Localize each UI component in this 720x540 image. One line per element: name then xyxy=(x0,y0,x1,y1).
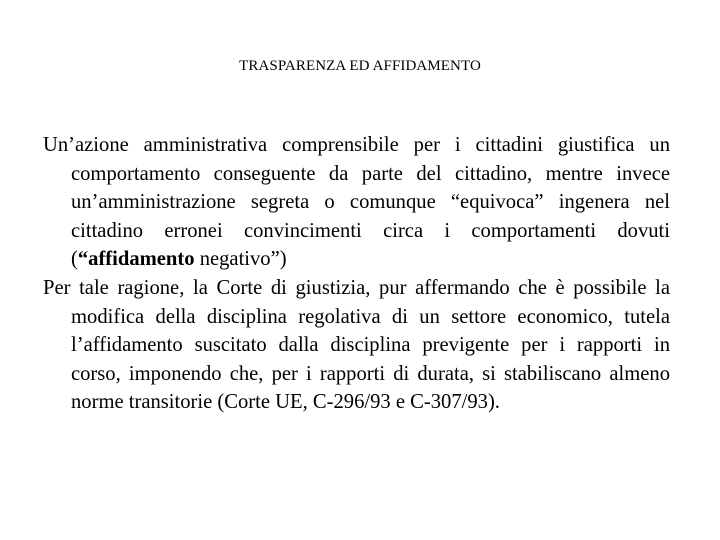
paragraph-1 xyxy=(43,131,670,274)
paragraph-1-text-before: Un’azione amministrativa comprensibile per i cittadini giustifica un comportamento conseguente da parte del cittadino, mentre invece un’amministrazione segreta o comunque “equivoca” ingenera nel cittadino erronei convincimenti circa i comportamenti dovuti ( xyxy=(43,134,670,271)
slide-title: TRASPARENZA ED AFFIDAMENTO xyxy=(239,58,481,74)
slide-body xyxy=(43,131,670,417)
paragraph-2: Per tale ragione, la Corte di giustizia, pur affermando che è possibile la modifica della disciplina regolativa di un settore economico, tutela l’affidamento suscitato dalla disciplina previgente per i rapporti in corso, imponendo che, per i rapporti di durata, si stabiliscano almeno norme transitorie (Corte UE, C-296/93 e C-307/93). xyxy=(43,276,670,414)
paragraph-1-bold-term: “affidamento xyxy=(77,248,195,271)
paragraph-1-text-after: negativo”) xyxy=(194,248,287,271)
